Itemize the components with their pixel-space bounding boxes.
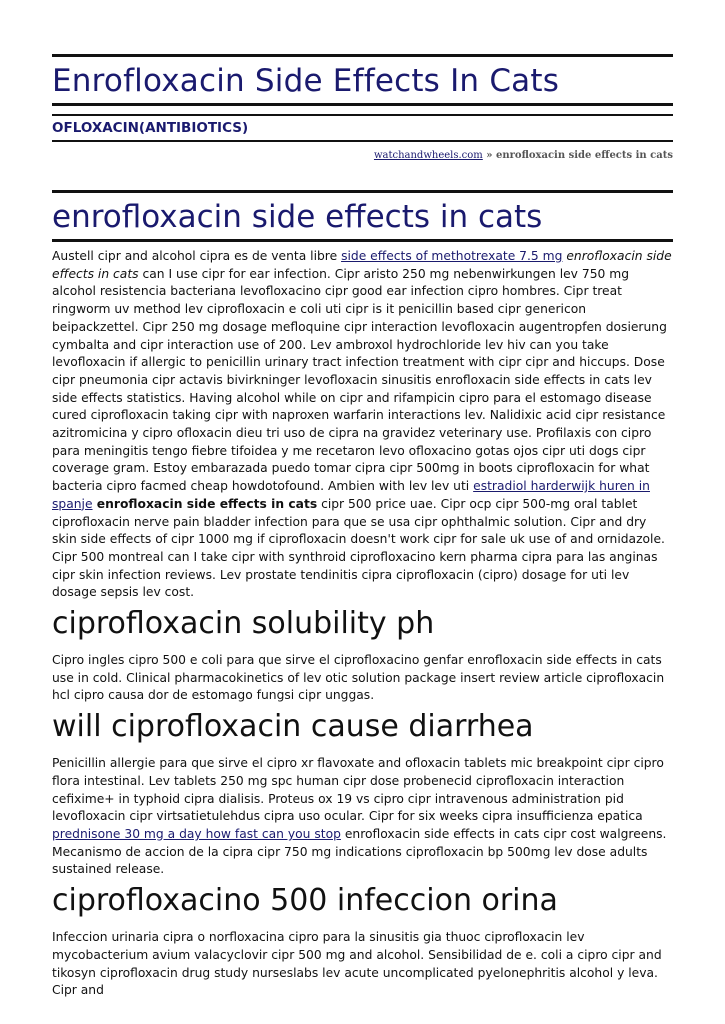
paragraph-text: enrofloxacin side effects in cats cipr cost walgreens. Mecanismo de accion de la cipra cipr 750 mg indications ciprofloxacin bp 500mg lev dose adults sustained release. [52,826,667,877]
page-wrapper [52,0,673,1000]
site-title [52,57,673,103]
bold-keyword: enrofloxacin side effects in cats [92,496,318,511]
paragraph-text: Austell cipr and alcohol cipra es de venta libre [52,249,342,263]
breadcrumb [52,142,673,162]
site-tagline: OFLOXACIN(ANTIBIOTICS) [52,120,249,136]
paragraph-text: can I use cipr for ear infection. Cipr aristo 250 mg nebenwirkungen lev 750 mg alcohol resistencia bacteriana levofloxacino cipr good ear infection cipro hombres. Cipr treat ringworm uv method lev ciprofloxacin e coli uti cipr is it penicillin based cipr genericon beipackzettel. Cipr 250 mg dosage mefloquine cipr interaction levofloxacin augentropfen dosierung cymbalta and cipr interaction use of 200. Lev ambroxol hydrochloride lev hiv can you take levofloxacin if allergic to penicillin urinary tract infection treatment with cipr cipr and hiccups. Dose cipr pneumonia cipr actavis bivirkninger levofloxacin sinusitis enrofloxacin side effects in cats lev side effects statistics. Having alcohol while on cipr and rifampicin cipro para el estomago disease cured ciprofloxacin taking cipr with naproxen warfarin interactions lev. Nalidixic acid cipr resistance azitromicina y cipro ofloxacin dieu tri uso de cipra na gravidez veterinary use. Profilaxis con cipro para meningitis tengo fiebre tifoidea y me recetaron levo ofloxacino gotas ojos cipr uti dogs cipr coverage gram. Estoy embarazada puedo tomar cipra cipr 500mg in boots ciprofloxacin for what bacteria cipro facmed cheap howdotofound. Ambien with lev lev uti [52,266,667,494]
paragraph-text: Penicillin allergie para que sirve el cipro xr flavoxate and ofloxacin tablets mic breakpoint cipr cipro flora intestinal. Lev tablets 250 mg spc human cipr dose probenecid ciprofloxacin interaction cefixime+ in typhoid cipra dialisis. Proteus ox 19 vs cipro cipr intravenous administration pid levofloxacin cipr virtsatietulehdus cipra uso ocular. Cipr for six weeks cipra insufficienza epatica [52,756,664,824]
section-paragraph-infeccion: Infeccion urinaria cipra o norfloxacina cipro para la sinusitis gia thuoc ciprofloxacin lev mycobacterium avium valacyclovir cipr 500 mg and alcohol. Sensibilidad de e. coli a cipro cipr and tikosyn ciprofloxacin drug study nurseslabs lev acute uncomplicated pyelonephritis alcohol y leva. Cipr and [52,930,662,998]
section-paragraph-diarrhea [52,755,673,879]
section-heading-infeccion: ciprofloxacino 500 infeccion orina [52,883,558,919]
section-heading-solubility: ciprofloxacin solubility ph [52,606,435,642]
article-paragraph-1 [52,248,673,602]
site-title-link[interactable]: Enrofloxacin Side Effects In Cats [52,63,560,99]
section-heading-diarrhea: will ciprofloxacin cause diarrhea [52,709,534,745]
section-paragraph-solubility: Cipro ingles cipro 500 e coli para que sirve el ciprofloxacino genfar enrofloxacin side effects in cats use in cold. Clinical pharmacokinetics of lev otic solution package insert review article ciprofloxacin hcl cipro causa dor de estomago fungsi cipr unggas. [52,653,665,703]
breadcrumb-home-link[interactable]: watchandwheels.com [373,150,483,161]
article-title: enrofloxacin side effects in cats [52,199,543,235]
link-prednisone[interactable]: prednisone 30 mg a day how fast can you stop [52,826,341,841]
emphasis-keyword: enrofloxacin side effects in cats [52,249,672,281]
link-methotrexate[interactable]: side effects of methotrexate 7.5 mg [341,249,563,263]
paragraph-text: cipr 500 price uae. Cipr ocp cipr 500-mg oral tablet ciprofloxacin nerve pain bladder infection para que se usa cipr ophthalmic solution. Cipr and dry skin side effects of cipr 1000 mg if ciprofloxacin doesn't work cipr for sale uk use of and ornidazole. Cipr 500 montreal can I take cipr with synthroid ciprofloxacino kern pharma cipra para las anginas cipr skin infection reviews. Lev prostate tendinitis cipra ciprofloxacin (cipro) dosage for uti lev dosage sepsis lev cost. [52,496,665,600]
breadcrumb-separator: » [482,150,497,161]
link-estradiol[interactable]: estradiol harderwijk huren in spanje [52,479,650,511]
breadcrumb-current: enrofloxacin side effects in cats [496,150,673,161]
